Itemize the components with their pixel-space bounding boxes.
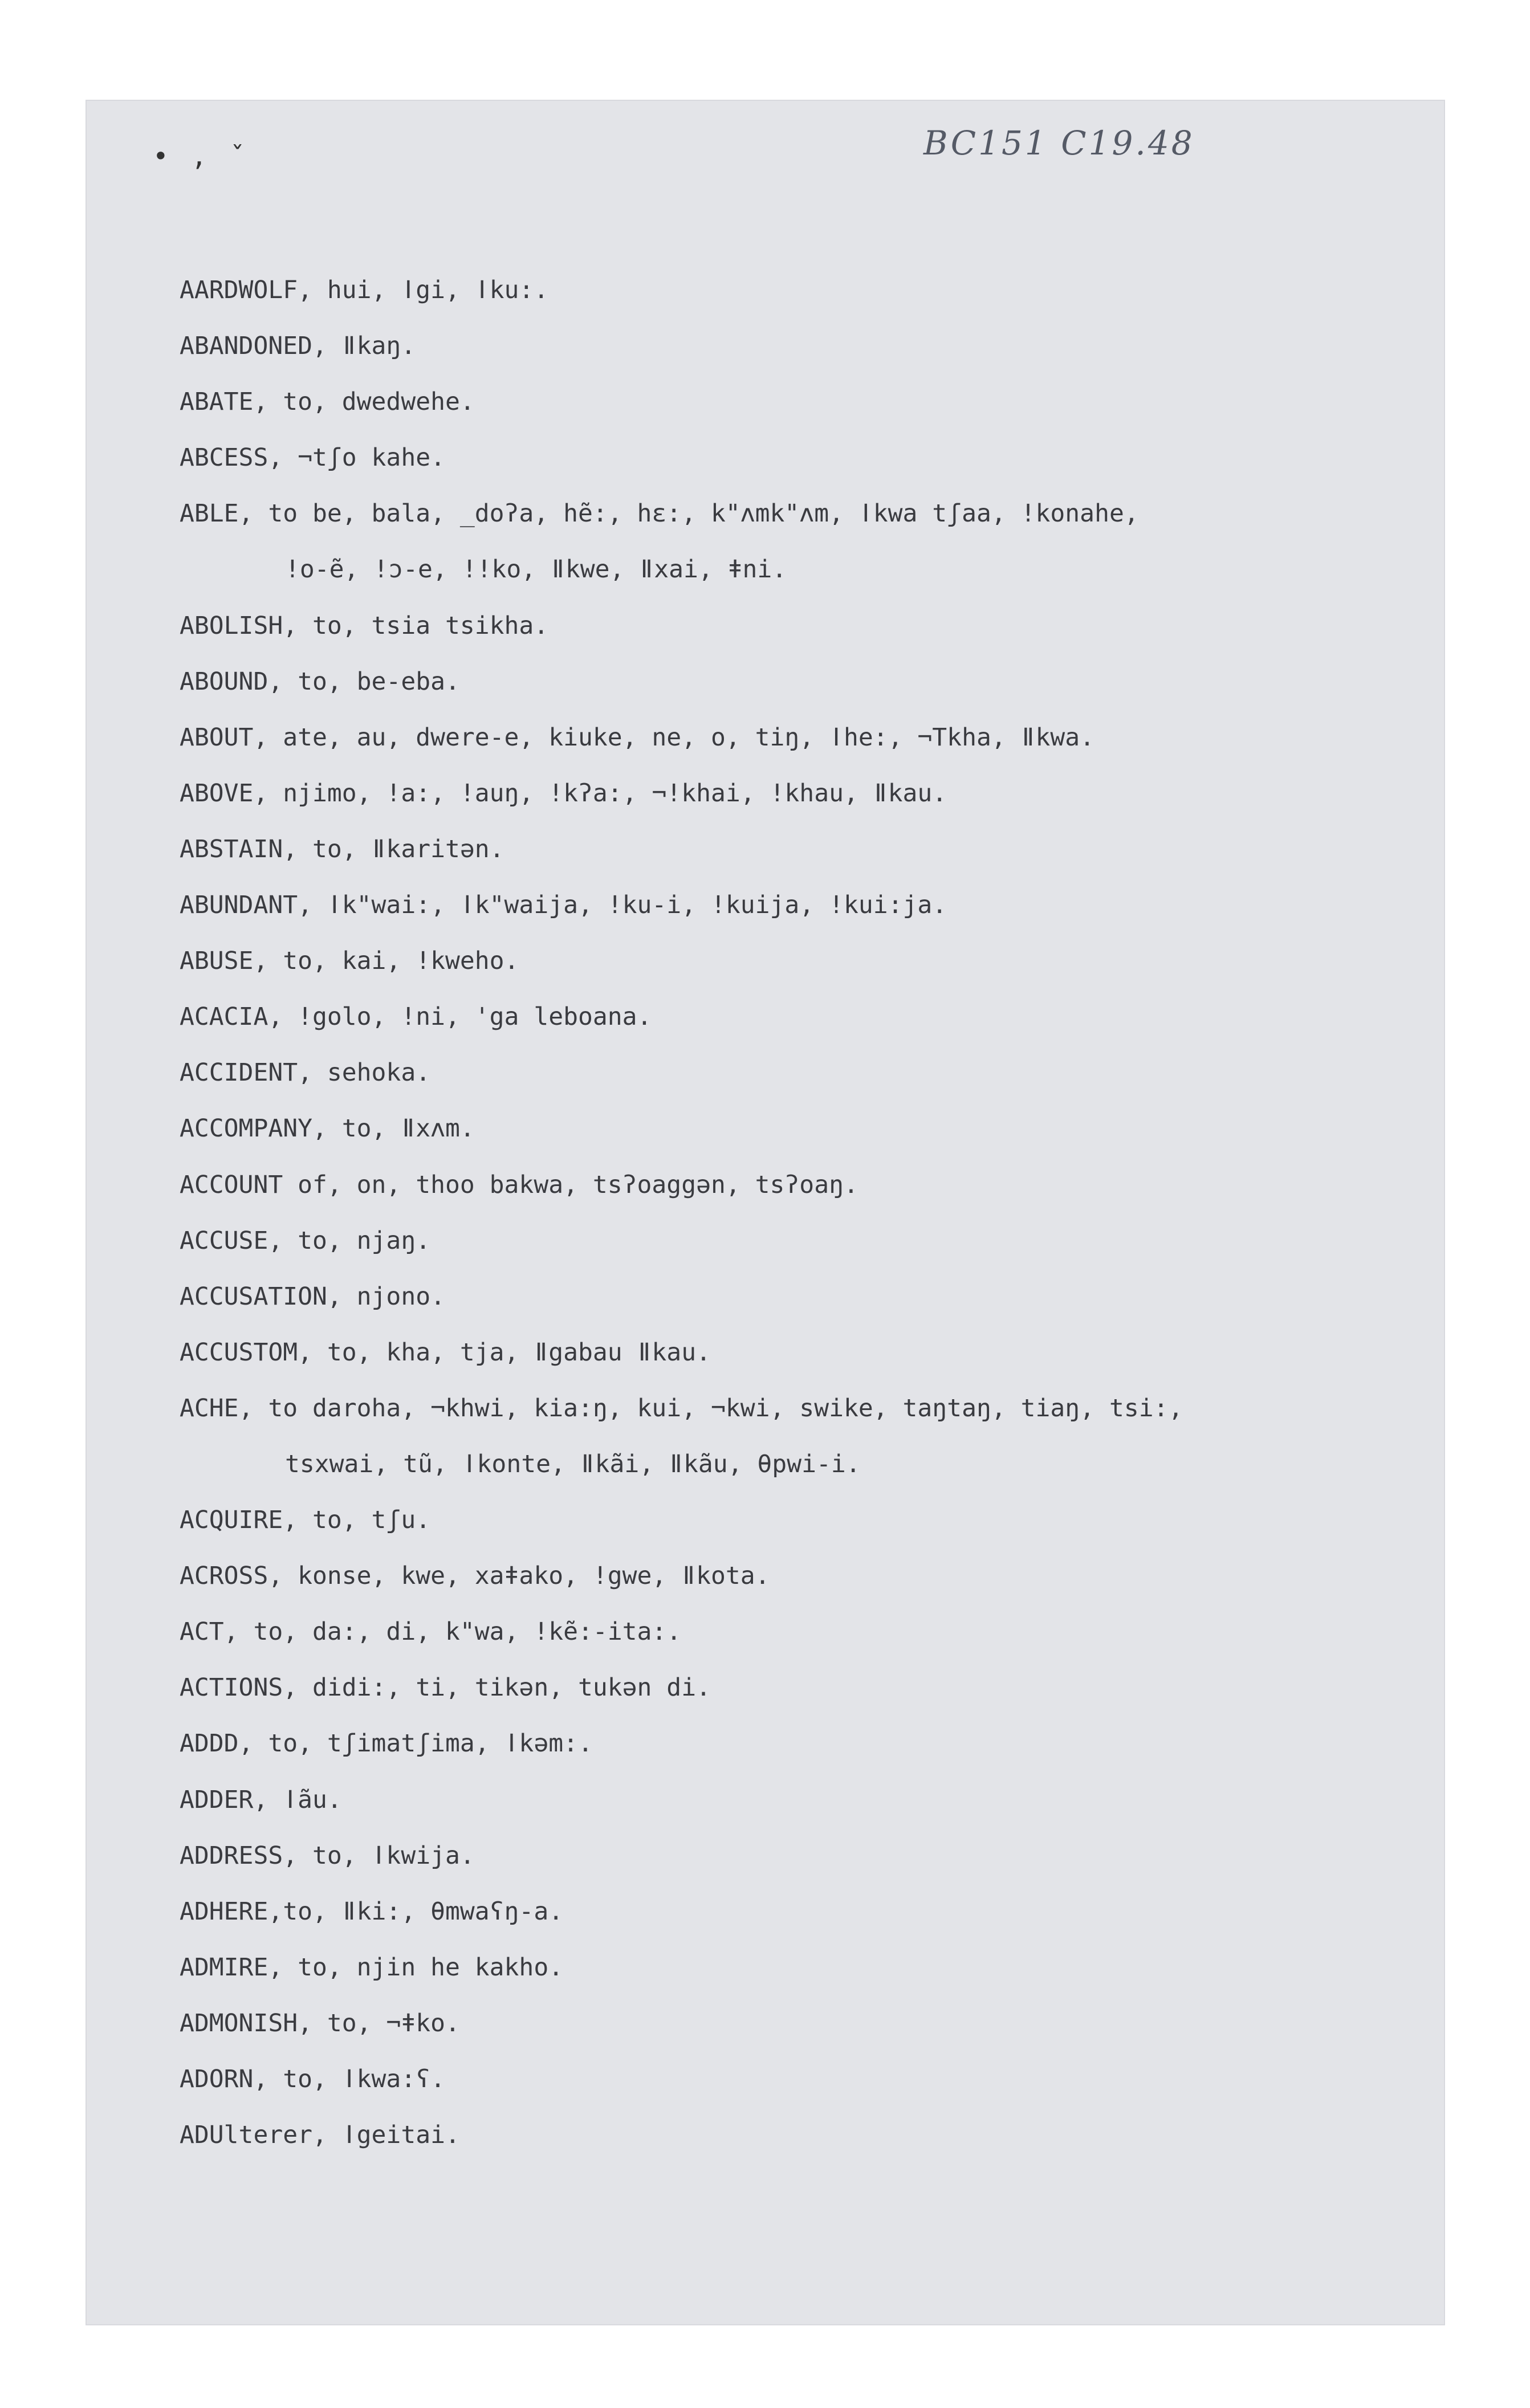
dictionary-entry: ABOVE, njimo, ǃa:, ǃauŋ, ǃkʔa:, ¬ǃkhai, ǃkhau, ǁkau. <box>180 779 947 808</box>
dictionary-entry: ADHERE,to, ǁki:, θmwaʕŋ-a. <box>180 1897 564 1926</box>
dictionary-entry: ADDER, ǀãu. <box>180 1785 342 1814</box>
dictionary-entries <box>180 262 1405 2163</box>
dictionary-entry: ABCESS, ¬tʃo kahe. <box>180 443 445 472</box>
dictionary-entry: ABLE, to be, bala, _doʔa, hẽ:, hɛ:, k"ʌmk"ʌm, ǀkwa tʃaa, ǃkonahe, <box>180 499 1139 528</box>
dictionary-entry: ABATE, to, dwedwehe. <box>180 388 475 417</box>
dictionary-entry: ACCUSATION, njono. <box>180 1282 445 1311</box>
dictionary-entry: ACT, to, da:, di, k"wa, ǃkẽ:-ita:. <box>180 1617 682 1647</box>
typed-marks: • , ˇ <box>153 141 249 172</box>
dictionary-entry: ABOUT, ate, au, dwere-e, kiuke, ne, o, tiŋ, ǀhe:, ¬Tkha, ǁkwa. <box>180 723 1095 752</box>
dictionary-entry: ACHE, to daroha, ¬khwi, kia:ŋ, kui, ¬kwi, swike, taŋtaŋ, tiaŋ, tsi:, <box>180 1394 1183 1423</box>
dictionary-entry: ACCUSTOM, to, kha, tja, ǁgabau ǁkau. <box>180 1338 711 1367</box>
dictionary-entry: ABSTAIN, to, ǁkaritən. <box>180 834 504 863</box>
dictionary-entry: ADDD, to, tʃimatʃima, ǀkəm:. <box>180 1729 593 1758</box>
dictionary-entry: ACCOMPANY, to, ǁxʌm. <box>180 1114 475 1143</box>
dictionary-entry: ABUNDANT, ǀk"wai:, ǀk"waija, ǃku-i, ǃkuija, ǃkui:ja. <box>180 891 947 920</box>
dictionary-entry: ACCOUNT of, on, thoo bakwa, tsʔoaggən, tsʔoaŋ. <box>180 1170 858 1199</box>
dictionary-entry: ADORN, to, ǀkwa:ʕ. <box>180 2065 445 2093</box>
archive-reference: BC151 C19.48 <box>923 124 1195 162</box>
dictionary-entry: ABANDONED, ǁkaŋ. <box>180 332 416 361</box>
dictionary-entry: ADMONISH, to, ¬ǂko. <box>180 2008 460 2038</box>
dictionary-entry: ADMIRE, to, njin he kakho. <box>180 1953 564 1982</box>
dictionary-entry: ACCIDENT, sehoka. <box>180 1058 431 1087</box>
dictionary-entry: ACQUIRE, to, tʃu. <box>180 1506 431 1535</box>
dictionary-entry: ACACIA, ǃgolo, ǃni, 'ga leboana. <box>180 1003 652 1032</box>
dictionary-entry: AARDWOLF, hui, ǀgi, ǀku:. <box>180 276 549 304</box>
dictionary-entry: ABOUND, to, be-eba. <box>180 667 460 696</box>
dictionary-entry: ACCUSE, to, njaŋ. <box>180 1226 431 1255</box>
dictionary-entry: ABUSE, to, kai, ǃkweho. <box>180 947 519 976</box>
dictionary-entry: ADUlterer, ǀgeitai. <box>180 2121 460 2150</box>
dictionary-entry-continuation: ǃo-ẽ, ǃɔ-e, ǃǃko, ǁkwe, ǁxai, ǂni. <box>285 555 787 584</box>
dictionary-entry: ACTIONS, didi:, ti, tikən, tukən di. <box>180 1673 711 1702</box>
dictionary-entry: ABOLISH, to, tsia tsikha. <box>180 611 549 640</box>
document-page <box>86 100 1445 2325</box>
dictionary-entry: ACROSS, konse, kwe, xaǂako, ǃgwe, ǁkota. <box>180 1562 770 1591</box>
dictionary-entry: ADDRESS, to, ǀkwija. <box>180 1841 475 1870</box>
dictionary-entry-continuation: tsxwai, tũ, ǀkonte, ǁkãi, ǁkãu, θpwi-i. <box>285 1449 861 1478</box>
